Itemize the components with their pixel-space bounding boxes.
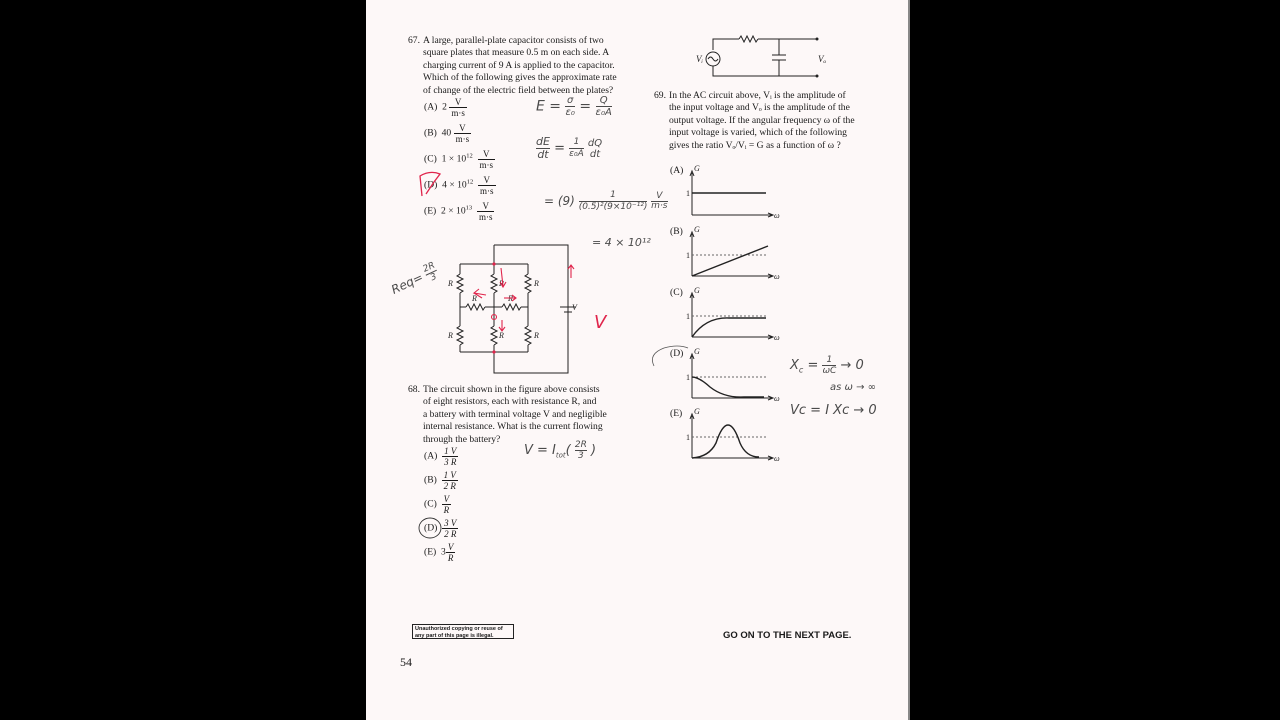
annotation-req: Req= 2R 3 xyxy=(389,260,439,297)
next-page-label: GO ON TO THE NEXT PAGE. xyxy=(723,630,852,641)
svg-text:V: V xyxy=(572,303,577,312)
svg-text:1: 1 xyxy=(686,189,690,198)
svg-text:1: 1 xyxy=(686,373,690,382)
question-line: gives the ratio Vₒ/Vᵢ = G as a function of ω ? xyxy=(669,139,841,151)
answer-circle-68 xyxy=(418,517,444,541)
question-line: Which of the following gives the approximate rate xyxy=(423,72,617,84)
question-line: through the battery? xyxy=(423,433,501,445)
answer-mark-red xyxy=(416,168,446,200)
exam-page xyxy=(366,0,910,720)
annotation-result: = 4 × 10¹² xyxy=(592,236,651,249)
svg-text:G: G xyxy=(694,225,700,234)
unit-fraction: $\frac{V}{m\cdot s}$ xyxy=(480,175,494,196)
svg-text:1: 1 xyxy=(686,251,690,260)
svg-text:G: G xyxy=(694,347,700,356)
graph-c xyxy=(684,287,784,342)
q69-option-e[interactable]: (E) xyxy=(670,408,683,419)
q68-option-b[interactable]: (B) $\frac{1 V}{2 R}$ xyxy=(424,470,456,491)
question-line: output voltage. If the angular frequency ω of the xyxy=(669,114,855,126)
question-68 xyxy=(408,384,648,446)
question-line: the input voltage and Vₒ is the amplitude of the xyxy=(669,102,850,114)
svg-text:R: R xyxy=(534,331,539,340)
q68-option-e[interactable]: (E) 3 $\frac{V}{R}$ xyxy=(424,542,454,563)
svg-text:G: G xyxy=(694,164,700,173)
svg-text:ω: ω xyxy=(774,333,780,342)
q69-option-d[interactable]: (D) xyxy=(670,348,684,359)
svg-text:R: R xyxy=(448,331,453,340)
question-69 xyxy=(654,90,894,152)
annotation-calc: = (9) 1 (0.5)²(9×10⁻¹²) V m·s xyxy=(544,190,668,212)
svg-text:R: R xyxy=(508,294,513,303)
graph-a xyxy=(684,165,784,220)
annotation-v-eq: $V = I_{tot}$( 2R 3 ) xyxy=(524,440,597,461)
svg-text:R: R xyxy=(499,279,504,288)
question-67 xyxy=(408,35,648,97)
svg-text:1: 1 xyxy=(686,433,690,442)
unit-fraction: $\frac{V}{m\cdot s}$ xyxy=(451,97,465,118)
svg-text:ω: ω xyxy=(774,211,780,220)
svg-text:R: R xyxy=(534,279,539,288)
q69-option-c[interactable]: (C) xyxy=(670,287,683,298)
question-line: The circuit shown in the figure above consists xyxy=(423,384,600,395)
q67-option-b[interactable]: (B) 40 $\frac{V}{m\cdot s}$ xyxy=(424,123,470,144)
question-line: square plates that measure 0.5 m on each side. A xyxy=(423,47,610,59)
q67-option-a[interactable]: (A) 2 $\frac{V}{m\cdot s}$ xyxy=(424,97,465,118)
annotation-dedt: dE dt = 1 ε₀A dQ dt xyxy=(536,135,603,161)
svg-text:ω: ω xyxy=(774,272,780,281)
q68-option-a[interactable]: (A) $\frac{1 V}{3 R}$ xyxy=(424,446,457,467)
svg-text:Vᵢ: Vᵢ xyxy=(696,54,703,64)
annotation-as-w: as ω → ∞ xyxy=(830,382,876,393)
question-number: 68. xyxy=(408,384,420,395)
unit-fraction: $\frac{V}{m\cdot s}$ xyxy=(455,123,470,144)
svg-text:Vₒ: Vₒ xyxy=(818,54,827,64)
q67-option-e[interactable]: (E) $2 \times 10^{13}$ $\frac{V}{m\cdot s}$ xyxy=(424,201,493,222)
page-number: 54 xyxy=(400,655,412,669)
q68-option-d[interactable]: (D) $\frac{3 V}{2 R}$ xyxy=(424,518,457,539)
svg-text:ω: ω xyxy=(774,394,780,403)
question-line: a battery with terminal voltage V and negligible xyxy=(423,408,607,420)
svg-text:R: R xyxy=(499,331,504,340)
question-line: input voltage is varied, which of the following xyxy=(669,127,847,139)
graph-e xyxy=(684,408,784,463)
ac-rc-circuit xyxy=(691,30,831,80)
question-line: of eight resistors, each with resistance R, and xyxy=(423,396,597,408)
svg-text:1: 1 xyxy=(686,312,690,321)
question-number: 69. xyxy=(654,90,666,101)
annotation-e-field: E = σ ε₀ = Q ε₀A xyxy=(536,95,612,118)
question-line: A large, parallel-plate capacitor consists of two xyxy=(423,35,604,46)
q68-option-c[interactable]: (C) $\frac{V}{R}$ xyxy=(424,494,450,515)
graph-b xyxy=(684,226,784,281)
q69-option-b[interactable]: (B) xyxy=(670,226,683,237)
resistor-network-circuit xyxy=(446,240,576,380)
annotation-vc: Vc = I Xc → 0 xyxy=(790,403,877,418)
unit-fraction: $\frac{V}{m\cdot s}$ xyxy=(479,149,493,170)
question-line: In the AC circuit above, Vᵢ is the amplitude of xyxy=(669,90,846,101)
q67-option-c[interactable]: (C) $1 \times 10^{12}$ $\frac{V}{m\cdot s}$ xyxy=(424,149,493,170)
answer-circle-69 xyxy=(648,342,696,372)
graph-d xyxy=(684,348,784,403)
question-line: charging current of 9 A is applied to the capacitor. xyxy=(423,59,615,71)
annotation-xc: $X_c$ = 1 ωC → 0 xyxy=(790,355,864,376)
unit-fraction: $\frac{V}{m\cdot s}$ xyxy=(478,201,493,222)
annotation-battery-v: V xyxy=(594,312,607,333)
svg-text:G: G xyxy=(694,286,700,295)
svg-text:R: R xyxy=(472,294,477,303)
q69-option-a[interactable]: (A) xyxy=(670,165,684,176)
svg-text:R: R xyxy=(448,279,453,288)
question-number: 67. xyxy=(408,35,420,46)
question-line: internal resistance. What is the current flowing xyxy=(423,421,603,433)
q67-option-d[interactable]: (D) $4 \times 10^{12}$ $\frac{V}{m\cdot s}$ xyxy=(424,175,494,196)
question-line: of change of the electric field between the plates? xyxy=(423,84,614,96)
copyright-notice: Unauthorized copying or reuse of any part of this page is illegal. xyxy=(412,624,514,639)
svg-text:G: G xyxy=(694,407,700,416)
svg-text:ω: ω xyxy=(774,454,780,463)
